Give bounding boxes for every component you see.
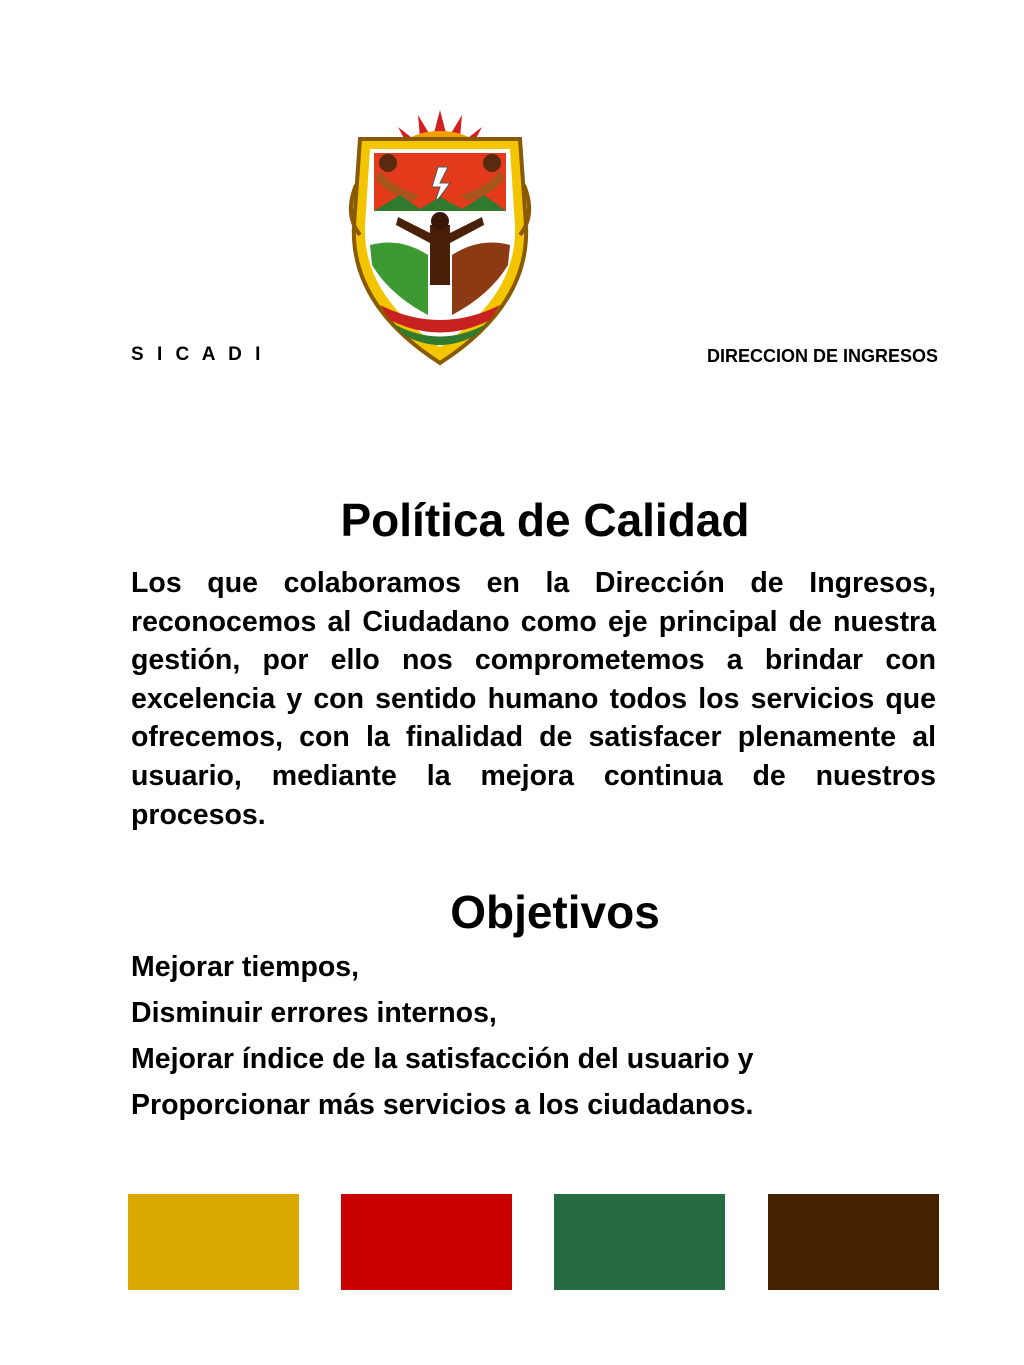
policy-text: Los que colaboramos en la Dirección de Ingresos, reconocemos al Ciudadano como eje principal de nuestra gestión, por ello nos comprometemos a brindar con excelencia y con sentido humano todos los servicios que ofrecemos, con la finalidad de satisfacer plenamente al usuario, mediante la mejora continua de nuestros procesos. — [131, 567, 936, 831]
objective-item: Mejorar tiempos, — [131, 951, 360, 983]
coat-of-arms-logo — [340, 105, 540, 370]
objective-item: Disminuir errores internos, — [131, 997, 497, 1029]
swatch-brown — [768, 1194, 939, 1290]
sicadi-label: S I C A D I — [131, 344, 265, 365]
policy-title: Política de Calidad — [340, 494, 750, 546]
objectives-list — [131, 948, 753, 1132]
objective-item: Proporcionar más servicios a los ciudadanos. — [131, 1089, 754, 1121]
objective-item: Mejorar índice de la satisfacción del usuario y — [131, 1043, 754, 1075]
objectives-title: Objetivos — [450, 886, 660, 938]
swatch-yellow — [128, 1194, 299, 1290]
direccion-label: DIRECCION DE INGRESOS — [706, 346, 938, 366]
swatch-green — [554, 1194, 725, 1290]
swatch-red — [341, 1194, 512, 1290]
